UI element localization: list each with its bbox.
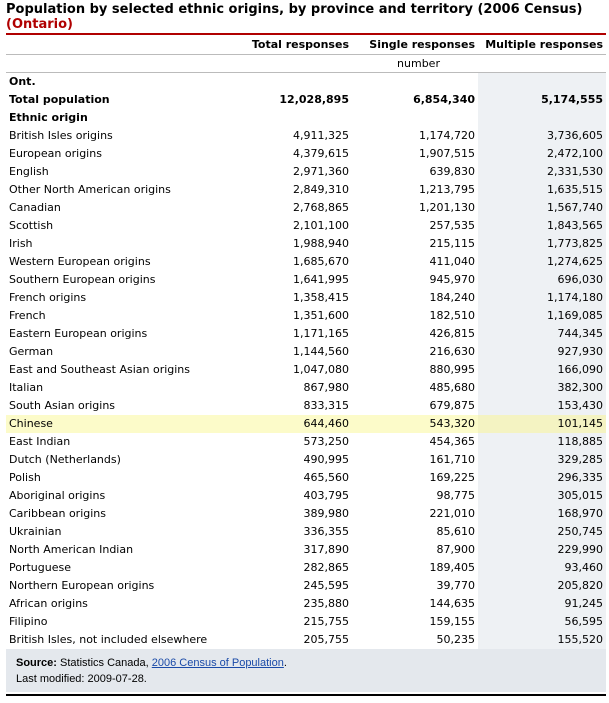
row-single: 144,635 <box>429 597 475 610</box>
table-row <box>6 307 606 325</box>
table-row <box>6 559 606 577</box>
row-single: 39,770 <box>436 579 475 592</box>
table-row <box>6 505 606 523</box>
table-row <box>6 613 606 631</box>
row-total: 2,849,310 <box>293 183 349 196</box>
row-label: African origins <box>9 597 88 610</box>
row-total: 867,980 <box>303 381 349 394</box>
row-total: 833,315 <box>303 399 349 412</box>
section-row <box>6 109 606 127</box>
row-label: Northern European origins <box>9 579 155 592</box>
row-label: Filipino <box>9 615 48 628</box>
table-row <box>6 361 606 379</box>
row-label: North American Indian <box>9 543 134 556</box>
table-row <box>6 271 606 289</box>
row-multiple: 927,930 <box>478 343 606 361</box>
row-total: 1,351,600 <box>293 309 349 322</box>
row-single: 87,900 <box>436 543 475 556</box>
table-row <box>6 145 606 163</box>
row-single: 454,365 <box>429 435 475 448</box>
row-multiple: 205,820 <box>478 577 606 595</box>
row-single: 161,710 <box>429 453 475 466</box>
row-label: East and Southeast Asian origins <box>9 363 191 376</box>
row-label: Portuguese <box>9 561 71 574</box>
header-label-column <box>6 36 231 55</box>
row-multiple: 155,520 <box>478 631 606 649</box>
row-multiple: 118,885 <box>478 433 606 451</box>
row-single: 85,610 <box>436 525 475 538</box>
table-row <box>6 199 606 217</box>
row-label: English <box>9 165 49 178</box>
unit-label: number <box>231 55 606 73</box>
row-label: Caribbean origins <box>9 507 106 520</box>
source-line <box>16 657 287 669</box>
row-multiple: 744,345 <box>478 325 606 343</box>
row-multiple: 153,430 <box>478 397 606 415</box>
row-total: 1,988,940 <box>293 237 349 250</box>
region-row <box>6 73 606 92</box>
row-single: 1,174,720 <box>419 129 475 142</box>
row-multiple: 56,595 <box>478 613 606 631</box>
row-multiple: 166,090 <box>478 361 606 379</box>
row-single: 945,970 <box>429 273 475 286</box>
row-multiple: 329,285 <box>478 451 606 469</box>
row-label: French origins <box>9 291 87 304</box>
row-label: Polish <box>9 471 41 484</box>
total-row-multiple: 5,174,555 <box>478 91 606 109</box>
row-multiple: 305,015 <box>478 487 606 505</box>
row-total: 215,755 <box>303 615 349 628</box>
table-header-row <box>6 36 606 55</box>
row-label: Canadian <box>9 201 61 214</box>
total-row-label: Total population <box>9 93 110 106</box>
census-link[interactable]: 2006 Census of Population <box>151 657 284 669</box>
row-single: 184,240 <box>429 291 475 304</box>
row-label: British Isles origins <box>9 129 113 142</box>
region-single <box>352 73 478 92</box>
row-single: 189,405 <box>429 561 475 574</box>
table-row <box>6 127 606 145</box>
table-row <box>6 595 606 613</box>
row-total: 1,171,165 <box>293 327 349 340</box>
source-label: Source: <box>16 657 57 669</box>
row-total: 235,880 <box>303 597 349 610</box>
row-label: South Asian origins <box>9 399 116 412</box>
table-row <box>6 487 606 505</box>
table-row <box>6 433 606 451</box>
table-row <box>6 217 606 235</box>
row-multiple: 1,843,565 <box>478 217 606 235</box>
ethnic-origins-table <box>6 36 606 649</box>
row-total: 2,768,865 <box>293 201 349 214</box>
table-row <box>6 397 606 415</box>
header-multiple-responses: Multiple responses <box>478 36 606 55</box>
row-single: 679,875 <box>429 399 475 412</box>
total-row-single: 6,854,340 <box>413 93 475 106</box>
row-label: East Indian <box>9 435 71 448</box>
table-row <box>6 541 606 559</box>
section-single <box>352 109 478 127</box>
row-single: 880,995 <box>429 363 475 376</box>
row-total: 1,641,995 <box>293 273 349 286</box>
row-label: Other North American origins <box>9 183 171 196</box>
row-single: 169,225 <box>429 471 475 484</box>
row-single: 221,010 <box>429 507 475 520</box>
row-total: 1,047,080 <box>293 363 349 376</box>
row-single: 543,320 <box>352 415 478 433</box>
row-label: Scottish <box>9 219 54 232</box>
row-label: German <box>9 345 54 358</box>
total-row-total: 12,028,895 <box>279 93 349 106</box>
row-label: Irish <box>9 237 33 250</box>
row-label: Western European origins <box>9 255 151 268</box>
row-single: 215,115 <box>429 237 475 250</box>
row-total: 490,995 <box>303 453 349 466</box>
row-total: 389,980 <box>303 507 349 520</box>
source-footer <box>6 649 606 692</box>
row-multiple: 296,335 <box>478 469 606 487</box>
table-row <box>6 253 606 271</box>
row-total: 282,865 <box>303 561 349 574</box>
row-single: 98,775 <box>436 489 475 502</box>
table-row <box>6 343 606 361</box>
row-multiple: 93,460 <box>478 559 606 577</box>
row-multiple: 250,745 <box>478 523 606 541</box>
table-row <box>6 379 606 397</box>
total-population-row <box>6 91 606 109</box>
row-multiple: 3,736,605 <box>478 127 606 145</box>
row-multiple: 1,169,085 <box>478 307 606 325</box>
unit-row <box>6 55 606 73</box>
row-label: French <box>9 309 46 322</box>
table-row <box>6 577 606 595</box>
row-multiple: 2,331,530 <box>478 163 606 181</box>
row-multiple: 91,245 <box>478 595 606 613</box>
row-single: 1,201,130 <box>419 201 475 214</box>
table-row <box>6 181 606 199</box>
table-row <box>6 289 606 307</box>
header-single-responses: Single responses <box>352 36 478 55</box>
row-multiple: 382,300 <box>478 379 606 397</box>
table-row <box>6 469 606 487</box>
row-multiple: 2,472,100 <box>478 145 606 163</box>
unit-spacer <box>6 55 231 73</box>
table-row <box>6 415 606 433</box>
row-label: Chinese <box>6 415 231 433</box>
row-total: 573,250 <box>303 435 349 448</box>
row-single: 182,510 <box>429 309 475 322</box>
row-single: 1,213,795 <box>419 183 475 196</box>
source-end: . <box>283 657 287 669</box>
row-multiple: 1,274,625 <box>478 253 606 271</box>
row-single: 411,040 <box>429 255 475 268</box>
table-row <box>6 235 606 253</box>
row-single: 1,907,515 <box>419 147 475 160</box>
row-label: Aboriginal origins <box>9 489 106 502</box>
row-multiple: 1,174,180 <box>478 289 606 307</box>
row-label: British Isles, not included elsewhere <box>9 633 208 646</box>
bottom-divider <box>6 694 606 696</box>
row-total: 1,144,560 <box>293 345 349 358</box>
region-label: Ont. <box>9 75 36 88</box>
row-multiple: 229,990 <box>478 541 606 559</box>
row-total: 205,755 <box>303 633 349 646</box>
row-total: 465,560 <box>303 471 349 484</box>
page-title: Population by selected ethnic origins, by province and territory (2006 Census) <box>6 2 583 17</box>
table-row <box>6 325 606 343</box>
row-multiple: 101,145 <box>478 415 606 433</box>
row-total: 1,685,670 <box>293 255 349 268</box>
row-single: 50,235 <box>436 633 475 646</box>
row-single: 257,535 <box>429 219 475 232</box>
header-total-responses: Total responses <box>231 36 352 55</box>
row-label: Italian <box>9 381 44 394</box>
row-single: 639,830 <box>429 165 475 178</box>
row-label: European origins <box>9 147 102 160</box>
row-total: 4,379,615 <box>293 147 349 160</box>
row-single: 485,680 <box>429 381 475 394</box>
source-text: Statistics Canada, <box>60 657 149 669</box>
row-multiple: 696,030 <box>478 271 606 289</box>
row-total: 2,971,360 <box>293 165 349 178</box>
row-total: 245,595 <box>303 579 349 592</box>
row-total: 1,358,415 <box>293 291 349 304</box>
table-row <box>6 631 606 649</box>
row-multiple: 168,970 <box>478 505 606 523</box>
row-total: 403,795 <box>303 489 349 502</box>
region-multiple <box>478 73 606 92</box>
row-total: 644,460 <box>231 415 352 433</box>
row-label: Ukrainian <box>9 525 62 538</box>
section-label: Ethnic origin <box>9 111 88 124</box>
page-subtitle: (Ontario) <box>6 17 73 32</box>
row-label: Eastern European origins <box>9 327 148 340</box>
row-single: 159,155 <box>429 615 475 628</box>
row-multiple: 1,773,825 <box>478 235 606 253</box>
row-single: 216,630 <box>429 345 475 358</box>
table-row <box>6 451 606 469</box>
table-row <box>6 163 606 181</box>
row-label: Southern European origins <box>9 273 156 286</box>
table-row <box>6 523 606 541</box>
row-total: 317,890 <box>303 543 349 556</box>
row-single: 426,815 <box>429 327 475 340</box>
row-total: 2,101,100 <box>293 219 349 232</box>
row-total: 4,911,325 <box>293 129 349 142</box>
row-label: Dutch (Netherlands) <box>9 453 121 466</box>
row-multiple: 1,567,740 <box>478 199 606 217</box>
section-total <box>231 109 352 127</box>
last-modified: Last modified: 2009-07-28. <box>16 673 147 685</box>
row-total: 336,355 <box>303 525 349 538</box>
region-total <box>231 73 352 92</box>
row-multiple: 1,635,515 <box>478 181 606 199</box>
section-multiple <box>478 109 606 127</box>
title-divider <box>6 33 606 35</box>
